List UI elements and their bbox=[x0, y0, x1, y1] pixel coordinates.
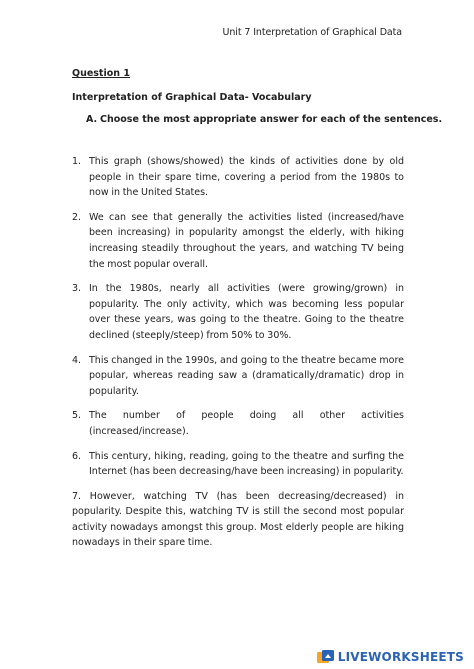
instruction bbox=[86, 114, 442, 125]
liveworksheets-logo bbox=[316, 649, 464, 664]
exercise-item-5 bbox=[72, 408, 404, 439]
exercise-item-3 bbox=[72, 281, 404, 343]
item-text: We can see that generally the activities listed (increased/have been increasing) in popularity amongst the elderly, with hiking increasing steadily throughout the years, and watching TV being the most popular overall. bbox=[89, 211, 404, 270]
exercise-list bbox=[72, 154, 404, 551]
item-text: This changed in the 1990s, and going to the theatre became more popular, whereas reading saw a (dramatically/dramatic) drop in popularity. bbox=[89, 354, 404, 397]
instruction-text: Choose the most appropriate answer for each of the sentences. bbox=[100, 114, 443, 125]
exercise-item-4 bbox=[72, 353, 404, 400]
item-number: 1. bbox=[72, 156, 82, 167]
item-number: 4. bbox=[72, 354, 82, 366]
item-text: In the 1980s, nearly all activities (were growing/grown) in popularity. The only activity, which was becoming less popular over these years, was going to the theatre. Going to the theatre declined (steeply/steep) from 50% to 30%. bbox=[89, 283, 404, 341]
unit-header: Unit 7 Interpretation of Graphical Data bbox=[222, 27, 402, 38]
exercise-item-1 bbox=[72, 154, 404, 201]
item-number: 6. bbox=[72, 450, 82, 462]
item-text: This graph (shows/showed) the kinds of activities done by old people in their spare time, covering a period from the 1980s to now in the United States. bbox=[89, 156, 404, 199]
item-text: This century, hiking, reading, going to the theatre and surfing the Internet (has been decreasing/have been increasing) in popularity. bbox=[89, 450, 404, 478]
item-text: The number of people doing all other activities (increased/increase). bbox=[89, 410, 404, 437]
item-number: 5. bbox=[72, 410, 82, 422]
exercise-item-7: 7. However, watching TV (has been decreasing/decreased) in popularity. Despite this, watching TV is still the second most popular activity nowadays amongst this group. Most elderly people are hiking nowadays in their spare time. bbox=[72, 490, 404, 549]
exercise-item-2 bbox=[72, 210, 404, 272]
instruction-letter: A. bbox=[86, 114, 98, 125]
exercise-item-6 bbox=[72, 449, 404, 480]
section-title: Interpretation of Graphical Data- Vocabulary bbox=[72, 92, 312, 103]
item-number: 3. bbox=[72, 283, 82, 295]
logo-text: LIVEWORKSHEETS bbox=[337, 649, 464, 664]
question-title: Question 1 bbox=[72, 68, 130, 79]
item-number: 2. bbox=[72, 211, 82, 223]
logo-icon bbox=[316, 649, 336, 664]
